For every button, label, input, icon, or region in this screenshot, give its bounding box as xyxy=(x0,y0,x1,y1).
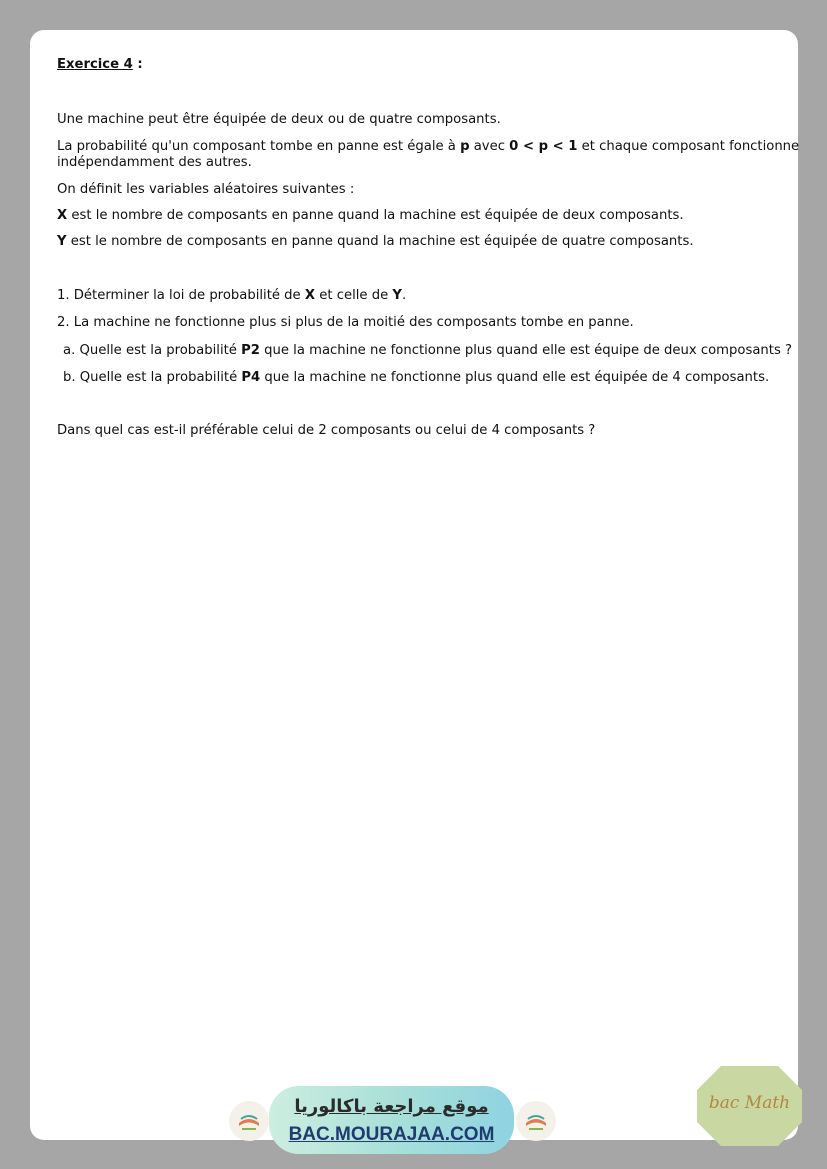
q2a-text-3: que la machine ne fonctionne plus quand elle est équipe de deux composants ? xyxy=(259,343,793,358)
left-book-logo-icon xyxy=(229,1101,269,1141)
y-definition xyxy=(57,233,694,250)
q1-text-c: et celle de xyxy=(315,288,393,303)
q1-text-a: 1. Déterminer la loi de probabilité de xyxy=(57,288,305,303)
q1-y: Y xyxy=(392,288,402,303)
x-variable: X xyxy=(57,208,68,223)
intro-p-range: 0 < p < 1 xyxy=(509,139,578,154)
q2a-text-1: a. Quelle est la probabilité xyxy=(63,343,242,358)
intro-l2e: et chaque composant fonctionne xyxy=(577,139,800,154)
intro-line-1: Une machine peut être équipée de deux ou de quatre composants. xyxy=(57,112,501,127)
question-2b xyxy=(57,369,769,386)
exercise-title xyxy=(57,56,143,73)
q2b-text-1: b. Quelle est la probabilité xyxy=(63,370,242,385)
bac-math-badge xyxy=(697,1066,802,1146)
exercise-title-suffix: : xyxy=(132,57,143,72)
intro-l2c: avec xyxy=(469,139,510,154)
q1-text-e: . xyxy=(401,288,407,303)
q2a-p2: P2 xyxy=(241,343,260,358)
question-1 xyxy=(57,287,406,304)
intro-line-3: indépendamment des autres. xyxy=(57,155,252,170)
footer-banner[interactable] xyxy=(269,1086,514,1154)
final-question: Dans quel cas est-il préférable celui de 2 composants ou celui de 4 composants ? xyxy=(57,423,596,438)
question-2: 2. La machine ne fonctionne plus si plus de la moitié des composants tombe en panne. xyxy=(57,315,634,330)
y-variable: Y xyxy=(57,234,67,249)
q2b-p4: P4 xyxy=(241,370,261,385)
exercise-title-label: Exercice 4 xyxy=(57,57,133,72)
question-2a xyxy=(57,342,792,359)
q1-x: X xyxy=(304,288,316,303)
intro-l2a: La probabilité qu'un composant tombe en panne est égale à xyxy=(57,139,461,154)
intro-line-2 xyxy=(57,138,799,155)
right-book-logo-icon xyxy=(516,1101,556,1141)
bac-math-label: bac Math xyxy=(708,1093,791,1113)
intro-p: p xyxy=(460,139,470,154)
y-description: est le nombre de composants en panne quand la machine est équipée de quatre composants. xyxy=(66,234,694,249)
x-description: est le nombre de composants en panne quand la machine est équipée de deux composants. xyxy=(67,208,684,223)
q2b-text-3: que la machine ne fonctionne plus quand elle est équipée de 4 composants. xyxy=(260,370,770,385)
footer-site-link[interactable]: BAC.MOURAJAA.COM xyxy=(288,1124,495,1145)
x-definition xyxy=(57,207,684,224)
intro-line-4: On définit les variables aléatoires suivantes : xyxy=(57,182,355,197)
footer-arabic-title: موقع مراجعة باكالوريا xyxy=(294,1096,489,1117)
